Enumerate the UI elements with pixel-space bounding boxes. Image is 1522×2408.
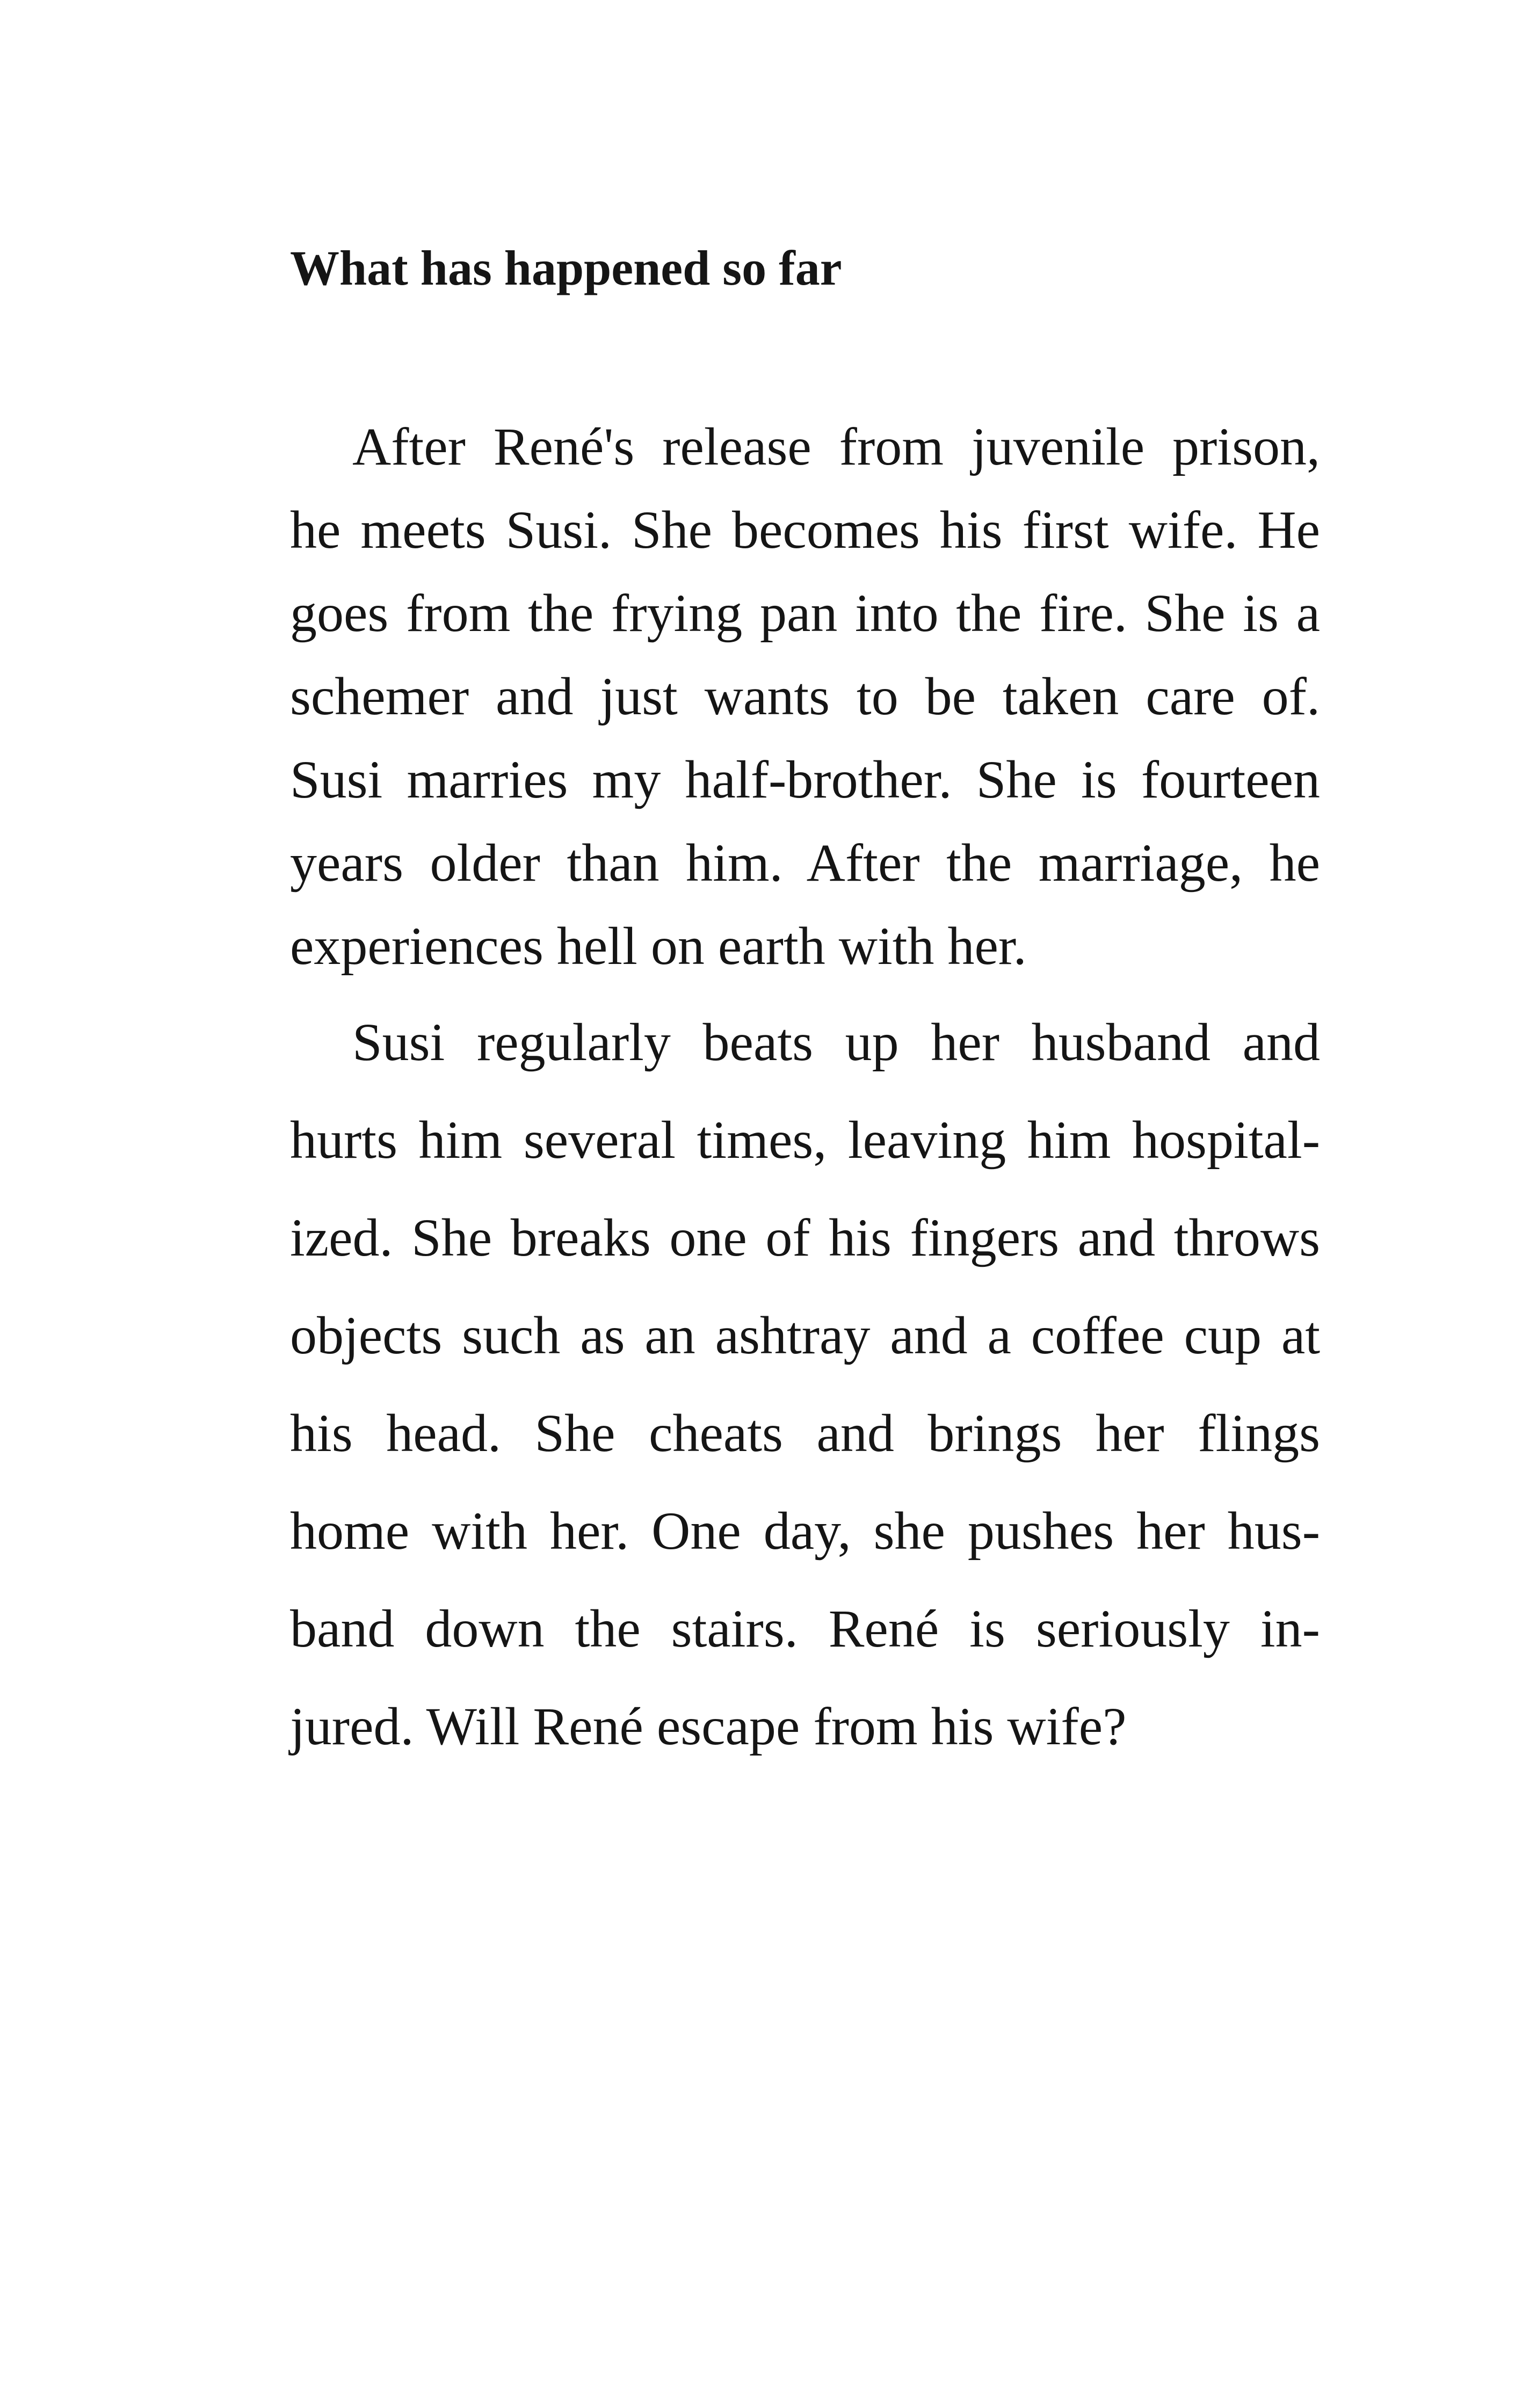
paragraph-2-line-6: home with her. One day, she pushes her hus- [290,1501,1320,1561]
paragraph-1-line-3: goes from the frying pan into the fire. She is a [290,583,1320,643]
paragraph-2-line-7: band down the stairs. René is seriously in- [290,1599,1320,1658]
paragraph-1-line-7: experiences hell on earth with her. [290,916,1027,976]
paragraph-2-line-8: jured. Will René escape from his wife? [290,1696,1127,1756]
paragraph-1 [290,405,1320,988]
paragraph-1-line-6: years older than him. After the marriage, he [290,833,1320,893]
paragraph-2-line-5: his head. She cheats and brings her flings [290,1403,1320,1463]
paragraph-2-line-1: Susi regularly beats up her husband and [352,1012,1320,1072]
paragraph-2 [290,993,1320,1775]
section-heading: What has happened so far [290,241,842,295]
paragraph-1-line-5: Susi marries my half-brother. She is fourteen [290,750,1320,809]
paragraph-2-line-2: hurts him several times, leaving him hospital- [290,1110,1320,1170]
paragraph-1-line-4: schemer and just wants to be taken care of. [290,666,1320,726]
paragraph-2-line-4: objects such as an ashtray and a coffee cup at [290,1305,1320,1365]
paragraph-2-line-3: ized. She breaks one of his fingers and throws [290,1208,1320,1267]
paragraph-1-line-1: After René's release from juvenile prison, [352,417,1320,476]
paragraph-1-line-2: he meets Susi. She becomes his first wife. He [290,500,1320,560]
